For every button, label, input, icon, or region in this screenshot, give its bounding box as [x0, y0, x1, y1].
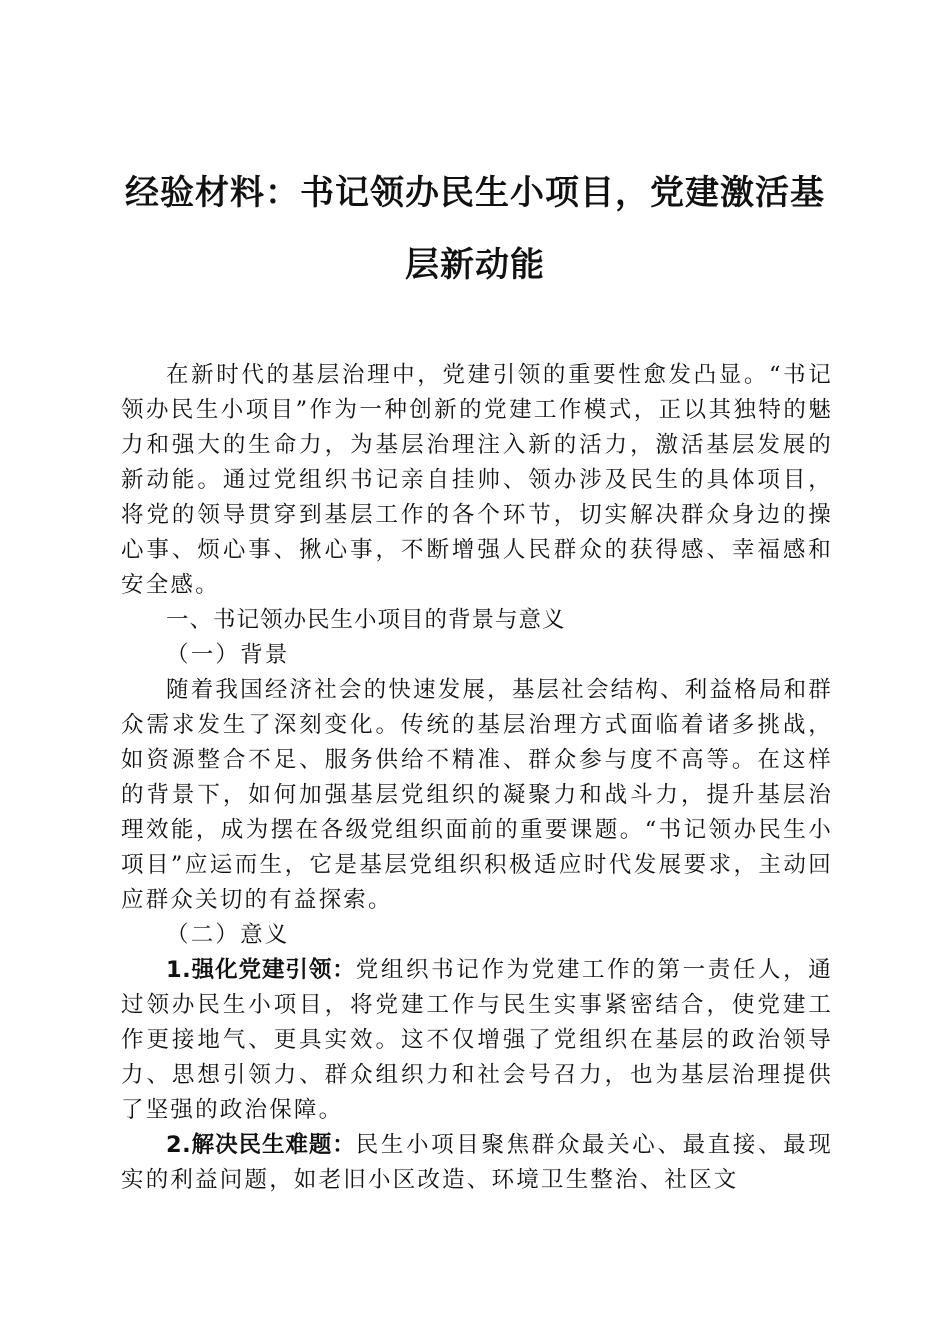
- point-1-paragraph: [121, 953, 833, 1128]
- document-body: [121, 358, 833, 1198]
- section-heading-background-significance: 一、书记领办民生小项目的背景与意义: [166, 607, 566, 633]
- point-2-text: 民生小项目聚焦群众最关心、最直接、最现实的利益问题，如老旧小区改造、环境卫生整治、社区文: [121, 1132, 833, 1193]
- point-2-lead: 2.解决民生难题：: [166, 1132, 356, 1158]
- document-title: [110, 170, 840, 314]
- subheading-significance: （二）意义: [166, 922, 290, 948]
- intro-paragraph: 在新时代的基层治理中，党建引领的重要性愈发凸显。“书记领办民生小项目”作为一种创新的党建工作模式，正以其独特的魅力和强大的生命力，为基层治理注入新的活力，激活基层发展的新动能。通过党组织书记亲自挂帅、领办涉及民生的具体项目，将党的领导贯穿到基层工作的各个环节，切实解决群众身边的操心事、烦心事、揪心事，不断增强人民群众的获得感、幸福感和安全感。: [121, 362, 833, 598]
- title-line-2: 层新动能: [405, 245, 545, 285]
- title-line-1: 经验材料：书记领办民生小项目，党建激活基: [125, 173, 825, 213]
- subheading-background: （一）背景: [166, 642, 290, 668]
- point-1-text: 党组织书记作为党建工作的第一责任人，通过领办民生小项目，将党建工作与民生实事紧密结合，使党建工作更接地气、更具实效。这不仅增强了党组织在基层的政治领导力、思想引领力、群众组织力和社会号召力，也为基层治理提供了坚强的政治保障。: [121, 957, 833, 1123]
- point-1-lead: 1.强化党建引领：: [166, 957, 356, 983]
- background-paragraph: 随着我国经济社会的快速发展，基层社会结构、利益格局和群众需求发生了深刻变化。传统的基层治理方式面临着诸多挑战，如资源整合不足、服务供给不精准、群众参与度不高等。在这样的背景下，如何加强基层党组织的凝聚力和战斗力，提升基层治理效能，成为摆在各级党组织面前的重要课题。“书记领办民生小项目”应运而生，它是基层党组织积极适应时代发展要求，主动回应群众关切的有益探索。: [121, 677, 833, 913]
- point-2-paragraph: [121, 1128, 833, 1198]
